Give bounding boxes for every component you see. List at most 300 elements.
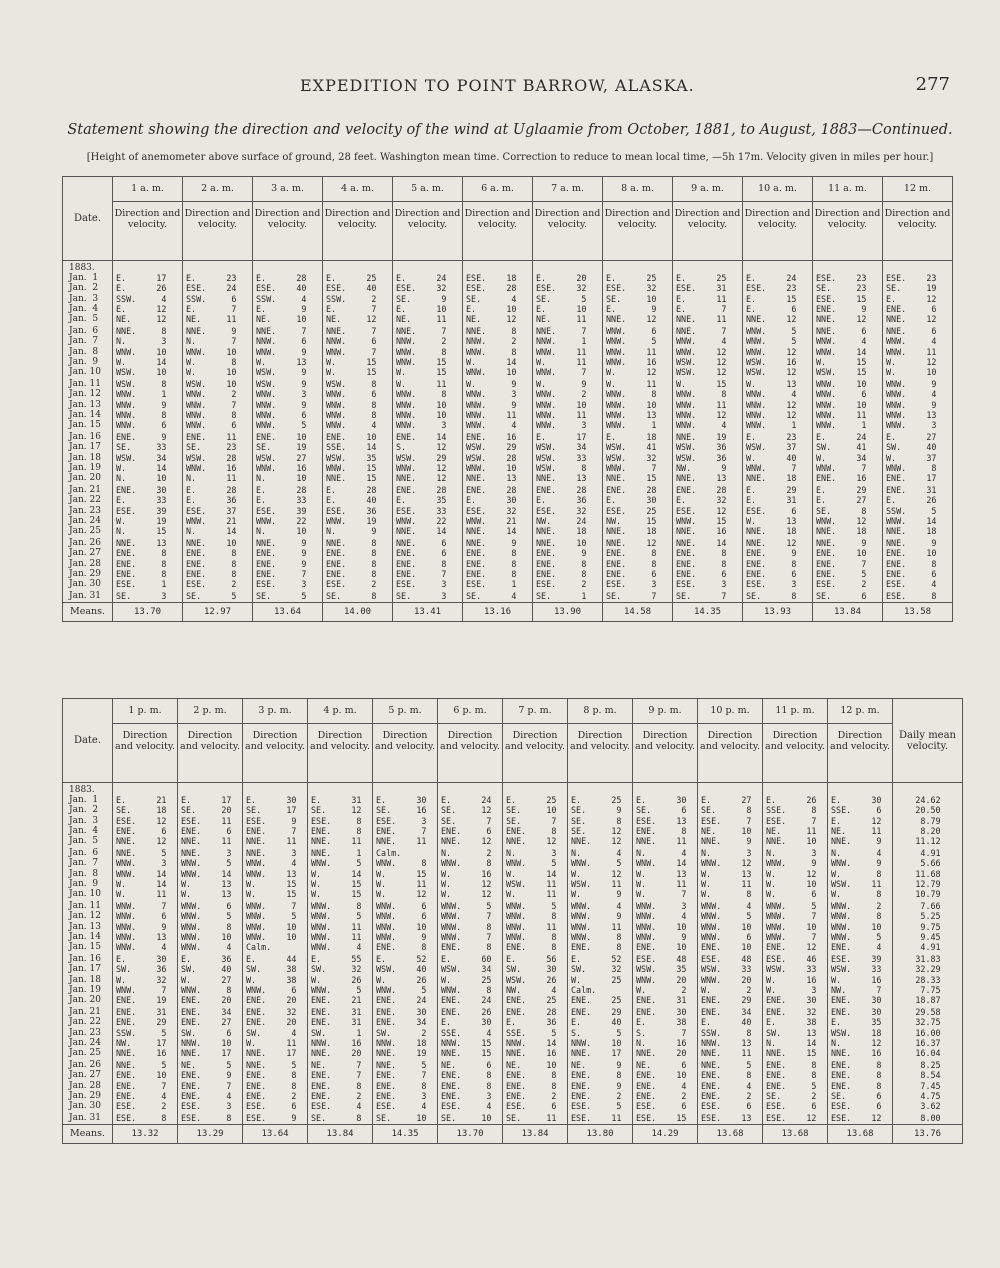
- means-value: 13.64: [253, 602, 323, 621]
- wind-value: ENE. 30 E. 38 S. 7 N. 16 NNE. 20: [636, 1007, 687, 1059]
- wind-value: WNW. 5 WNW. 5 WNW. 12 WSW. 16 WSW. 12: [746, 326, 797, 378]
- means-value: 14.00: [323, 602, 393, 621]
- wind-cell: [533, 430, 603, 483]
- wind-cell: [323, 430, 393, 483]
- wind-cell: [113, 846, 178, 899]
- direction-velocity-header: Direction and velocity.: [113, 202, 183, 261]
- wind-cell: [253, 536, 323, 589]
- wind-value: NNE. 6 WNW. 4 WNW. 11 W. 12 W. 10: [886, 326, 937, 378]
- table-row: [63, 536, 953, 589]
- daily-mean-cell: [893, 1111, 963, 1124]
- date-label: Jan. 26 Jan. 27 Jan. 28 Jan. 29 Jan. 30: [69, 1060, 101, 1112]
- means-value: 13.84: [813, 602, 883, 621]
- wind-value: SE. 1: [536, 591, 587, 602]
- wind-cell: [883, 589, 953, 602]
- direction-velocity-header: Direction and velocity.: [373, 724, 438, 783]
- wind-cell: [113, 377, 183, 430]
- wind-cell: [373, 952, 438, 1005]
- wind-value: N. 4 WNW. 14 W. 13 W. 11 W. 7: [636, 848, 687, 900]
- wind-cell: [743, 589, 813, 602]
- wind-value: WNW. 5 WNW. 8 WNW. 11 WNW. 8 ENE. 8: [506, 901, 557, 953]
- daily-mean-cell: [893, 899, 963, 952]
- wind-value: E. 24 ESE. 32 SE. 9 E. 10 NE. 11: [396, 273, 447, 325]
- wind-value: ESE. 18 ESE. 28 SE. 4 E. 10 NE. 12: [466, 273, 517, 325]
- wind-value: ESE. 12: [831, 1113, 882, 1124]
- hour-header: 3 p. m.: [243, 699, 308, 724]
- wind-cell: [673, 483, 743, 536]
- wind-cell: [183, 261, 253, 325]
- wind-value: E. 28 E. 33 ESE. 39 WNW. 22 N. 10: [256, 485, 307, 537]
- wind-cell: [323, 324, 393, 377]
- hour-header: 8 p. m.: [568, 699, 633, 724]
- wind-cell: [633, 1005, 698, 1058]
- wind-cell: [178, 1058, 243, 1111]
- wind-cell: [698, 783, 763, 847]
- wind-value: NNE. 7 NNW. 6 WNW. 7 W. 15 W. 15: [326, 326, 377, 378]
- wind-value: W. 15 WNW. 8 WNW. 11 WNW. 12 WNW. 4: [676, 379, 727, 431]
- wind-cell: [568, 783, 633, 847]
- wind-cell: [438, 783, 503, 847]
- means-value: 13.32: [113, 1124, 178, 1143]
- means-label: Means.: [63, 1124, 113, 1143]
- means-value: 13.68: [763, 1124, 828, 1143]
- table-row: [63, 377, 953, 430]
- wind-cell: [763, 1111, 828, 1124]
- wind-value: ESE. 23 SE. 23 ESE. 15 ENE. 9 NNE. 12: [816, 273, 867, 325]
- wind-value: ENE. 10 SSE. 14 WSW. 35 WNW. 15 NNE. 15: [326, 432, 377, 484]
- wind-value: E. 25 ESE. 40 SSW. 2 E. 7 NE. 12: [326, 273, 377, 325]
- wind-cell: [438, 1005, 503, 1058]
- wind-cell: [183, 430, 253, 483]
- wind-value: ENE. 28 E. 36 SSE. 5 NNW. 14 NNE. 16: [506, 1007, 557, 1059]
- wind-cell: [438, 1058, 503, 1111]
- hour-header: 10 p. m.: [698, 699, 763, 724]
- date-label: 1883. Jan. 1 Jan. 2 Jan. 3 Jan. 4 Jan. 5: [69, 263, 99, 325]
- means-row: [63, 602, 953, 621]
- wind-cell: [373, 783, 438, 847]
- wind-cell: [308, 846, 373, 899]
- wind-value: SE. 8: [746, 591, 797, 602]
- table-row: [63, 430, 953, 483]
- wind-value: E. 23 ESE. 24 SSW. 6 E. 7 NE. 11: [186, 273, 237, 325]
- date-cell: [63, 377, 113, 430]
- wind-value: E. 31 SE. 12 ESE. 8 ENE. 8 NNE. 11: [311, 795, 362, 847]
- wind-cell: [698, 899, 763, 952]
- wind-cell: [113, 430, 183, 483]
- wind-value: NNE. 9 ENE. 8 ENE. 8 ENE. 8 ESE. 1: [466, 538, 517, 590]
- wind-cell: [698, 952, 763, 1005]
- wind-cell: [308, 783, 373, 847]
- daily-mean-value: 31.83 32.29 28.33 7.75 18.87: [915, 954, 941, 1006]
- wind-cell: [243, 1005, 308, 1058]
- hour-header: 5 p. m.: [373, 699, 438, 724]
- wind-value: E. 24 ESE. 23 E. 15 E. 6 NNE. 12: [746, 273, 797, 325]
- wind-cell: [503, 1058, 568, 1111]
- wind-cell: [698, 1058, 763, 1111]
- wind-cell: [673, 324, 743, 377]
- wind-value: ENE. 32 ENE. 20 SW. 4 W. 11 NNE. 17: [246, 1007, 297, 1059]
- direction-velocity-header: Direction and velocity.: [503, 724, 568, 783]
- wind-value: SE. 8: [326, 591, 377, 602]
- wind-cell: [503, 952, 568, 1005]
- wind-value: SE. 10: [441, 1113, 492, 1124]
- hour-header: 6 a. m.: [463, 177, 533, 202]
- wind-value: NE. 10 ENE. 8 ENE. 8 ENE. 2 ESE. 6: [506, 1060, 557, 1112]
- means-value: 12.97: [183, 602, 253, 621]
- wind-cell: [253, 430, 323, 483]
- wind-cell: [113, 261, 183, 325]
- pm-wind-table: [62, 698, 963, 1144]
- wind-value: E. 25 ESE. 32 SE. 10 E. 9 NNE. 12: [606, 273, 657, 325]
- date-header: Date.: [63, 699, 113, 783]
- wind-value: ESE. 11: [571, 1113, 622, 1124]
- wind-cell: [603, 589, 673, 602]
- wind-value: ENE. 26 E. 30 SSE. 4 NNW. 15 NNE. 15: [441, 1007, 492, 1059]
- means-value: 13.84: [503, 1124, 568, 1143]
- wind-cell: [308, 1058, 373, 1111]
- wind-cell: [673, 430, 743, 483]
- wind-value: ENE. 34 E. 40 SSW. 8 NNW. 13 NNE. 11: [701, 1007, 752, 1059]
- wind-value: WNW. 5 WNW. 7 WNW. 8 WNW. 7 ENE. 8: [441, 901, 492, 953]
- wind-value: SE. 3: [396, 591, 447, 602]
- wind-cell: [633, 952, 698, 1005]
- wind-cell: [763, 952, 828, 1005]
- wind-value: W. 13 WNW. 4 WNW. 12 WNW. 12 WNW. 1: [746, 379, 797, 431]
- means-value: 13.64: [243, 1124, 308, 1143]
- direction-velocity-header: Direction and velocity.: [828, 724, 893, 783]
- wind-cell: [438, 899, 503, 952]
- wind-cell: [828, 899, 893, 952]
- wind-value: NE. 6 ENE. 10 ENE. 4 ENE. 2 ESE. 6: [636, 1060, 687, 1112]
- wind-cell: [463, 324, 533, 377]
- wind-cell: [438, 846, 503, 899]
- wind-value: E. 26 SSE. 8 ESE. 7 NE. 11 NNE. 10: [766, 795, 817, 847]
- wind-cell: [673, 589, 743, 602]
- wind-value: ESE. 8: [116, 1113, 167, 1124]
- date-cell: [63, 899, 113, 952]
- date-label: Jan. 6 Jan. 7 Jan. 8 Jan. 9 Jan. 10: [69, 326, 101, 378]
- wind-value: SE. 5: [186, 591, 237, 602]
- wind-cell: [568, 952, 633, 1005]
- wind-value: SE. 7: [676, 591, 727, 602]
- direction-velocity-header: Direction and velocity.: [883, 202, 953, 261]
- wind-cell: [183, 483, 253, 536]
- direction-velocity-header: Direction and velocity.: [393, 202, 463, 261]
- wind-cell: [438, 952, 503, 1005]
- wind-value: NNE. 1 WNW. 5 W. 14 W. 15 W. 15: [311, 848, 362, 900]
- wind-value: E. 25 ESE. 31 E. 11 E. 7 NNE. 11: [676, 273, 727, 325]
- wind-value: E. 24 SW. 41 W. 34 WNW. 7 ENE. 16: [816, 432, 867, 484]
- daily-mean-value: 8.00: [915, 1113, 941, 1124]
- wind-cell: [503, 783, 568, 847]
- wind-cell: [323, 377, 393, 430]
- date-cell: [63, 483, 113, 536]
- wind-cell: [308, 1005, 373, 1058]
- wind-value: E. 52 SW. 32 W. 25 Calm. ENE. 25: [571, 954, 622, 1006]
- direction-velocity-header: Direction and velocity.: [698, 724, 763, 783]
- wind-cell: [673, 536, 743, 589]
- wind-value: ENE. 28 E. 32 ESE. 12 WNW. 15 NNE. 16: [676, 485, 727, 537]
- wind-cell: [603, 536, 673, 589]
- daily-mean-cell: [893, 1058, 963, 1111]
- wind-cell: [243, 846, 308, 899]
- wind-cell: [243, 899, 308, 952]
- direction-velocity-header: Direction and velocity.: [673, 202, 743, 261]
- hour-header: 11 a. m.: [813, 177, 883, 202]
- wind-cell: [633, 783, 698, 847]
- wind-value: NE. 5 ENE. 9 ENE. 7 ENE. 4 ESE. 3: [181, 1060, 232, 1112]
- daily-mean-value: 8.25 8.54 7.45 4.75 3.62: [920, 1060, 941, 1112]
- wind-cell: [503, 846, 568, 899]
- wind-cell: [393, 261, 463, 325]
- wind-cell: [393, 589, 463, 602]
- table-row: [63, 952, 963, 1005]
- wind-value: N. 2 WNW. 8 W. 16 W. 12 W. 12: [441, 848, 492, 900]
- wind-value: ESE. 9: [246, 1113, 297, 1124]
- wind-value: WNW. 3 WNW. 4 WNW. 10 WNW. 9 ENE. 10: [636, 901, 687, 953]
- wind-cell: [463, 430, 533, 483]
- wind-value: E. 24 SE. 12 SE. 7 ENE. 6 NNE. 12: [441, 795, 492, 847]
- wind-value: ESE. 39 WSW. 33 W. 16 NW. 7 ENE. 30: [831, 954, 882, 1006]
- wind-value: ENE. 14 S. 12 WSW. 29 WNW. 12 NNE. 12: [396, 432, 447, 484]
- wind-value: NNE. 12 ENE. 8 ENE. 8 ENE. 6 ESE. 3: [606, 538, 657, 590]
- wind-value: W. 9 WNW. 3 WNW. 9 WNW. 11 WNW. 4: [466, 379, 517, 431]
- means-value: 13.41: [393, 602, 463, 621]
- wind-cell: [373, 1005, 438, 1058]
- wind-value: E. 60 WSW. 34 W. 25 WNW. 8 ENE. 24: [441, 954, 492, 1006]
- date-cell: [63, 261, 113, 325]
- daily-mean-cell: [893, 846, 963, 899]
- wind-cell: [743, 430, 813, 483]
- wind-cell: [568, 1111, 633, 1124]
- date-cell: [63, 324, 113, 377]
- table-row: [63, 589, 953, 602]
- wind-cell: [183, 536, 253, 589]
- daily-mean-value: 24.62 20.50 8.79 8.20 11.12: [915, 795, 941, 847]
- table-caption: Statement showing the direction and velocity of the wind at Uglaamie from October, 1881, to August, 1883—Continued.: [67, 122, 953, 138]
- wind-value: SE. 3: [116, 591, 167, 602]
- wind-value: ESE. 46 WSW. 33 W. 16 W. 3 ENE. 30: [766, 954, 817, 1006]
- date-label: Jan. 16 Jan. 17 Jan. 18 Jan. 19 Jan. 20: [69, 954, 101, 1006]
- means-value: 13.90: [533, 602, 603, 621]
- wind-cell: [183, 377, 253, 430]
- wind-value: E. 29 E. 27 SE. 8 WNW. 12 NNE. 18: [816, 485, 867, 537]
- direction-velocity-header: Direction and velocity.: [813, 202, 883, 261]
- direction-velocity-header: Direction and velocity.: [763, 724, 828, 783]
- date-label: Jan. 21 Jan. 22 Jan. 23 Jan. 24 Jan. 25: [69, 1007, 101, 1059]
- wind-cell: [113, 1111, 178, 1124]
- wind-value: ENE. 30 E. 35 WSW. 18 N. 12 NNE. 16: [831, 1007, 882, 1059]
- daily-mean-cell: [893, 952, 963, 1005]
- wind-value: SE. 7: [606, 591, 657, 602]
- wind-cell: [828, 1111, 893, 1124]
- date-label: Jan. 26 Jan. 27 Jan. 28 Jan. 29 Jan. 30: [69, 538, 101, 590]
- wind-value: ENE. 28 E. 35 ESE. 33 WNW. 22 NNE. 14: [396, 485, 447, 537]
- wind-value: WNW. 7 WNW. 6 WNW. 9 WNW. 13 WNW. 4: [116, 901, 167, 953]
- wind-cell: [813, 589, 883, 602]
- wind-cell: [113, 1058, 178, 1111]
- wind-cell: [438, 1111, 503, 1124]
- direction-velocity-header: Direction and velocity.: [323, 202, 393, 261]
- hour-header: 1 p. m.: [113, 699, 178, 724]
- wind-value: WNW. 6 WNW. 5 WNW. 11 WNW. 16 W. 12: [606, 326, 657, 378]
- wind-cell: [178, 899, 243, 952]
- wind-value: E. 21 SE. 18 ESE. 12 ENE. 6 NNE. 12: [116, 795, 167, 847]
- hour-header: 12 p. m.: [828, 699, 893, 724]
- direction-velocity-header: Direction and velocity.: [183, 202, 253, 261]
- wind-value: SE. 4: [466, 591, 517, 602]
- wind-value: NE. 6 ENE. 8 ENE. 8 ENE. 3 ESE. 4: [441, 1060, 492, 1112]
- direction-velocity-header: Direction and velocity.: [243, 724, 308, 783]
- wind-value: E. 30 SW. 36 W. 32 WNW. 7 ENE. 19: [116, 954, 167, 1006]
- wind-value: WNW. 10 WNW. 6 WNW. 10 WNW. 11 WNW. 1: [816, 379, 867, 431]
- wind-cell: [308, 1111, 373, 1124]
- wind-value: SE. 10: [376, 1113, 427, 1124]
- date-cell: [63, 1058, 113, 1111]
- wind-cell: [698, 1111, 763, 1124]
- wind-value: NNE. 3 WNW. 5 WNW. 14 W. 13 W. 13: [181, 848, 232, 900]
- wind-value: ENE. 30 ENE. 34 SW. 2 NNW. 18 NNE. 19: [376, 1007, 427, 1059]
- date-label: Jan. 11 Jan. 12 Jan. 13 Jan. 14 Jan. 15: [69, 379, 101, 431]
- table-row: [63, 324, 953, 377]
- wind-cell: [323, 536, 393, 589]
- wind-value: WSW. 8 WNW. 1 WNW. 9 WNW. 8 WNW. 6: [116, 379, 167, 431]
- hour-header: 9 p. m.: [633, 699, 698, 724]
- date-label: 1883. Jan. 1 Jan. 2 Jan. 3 Jan. 4 Jan. 5: [69, 785, 99, 847]
- hour-header: 9 a. m.: [673, 177, 743, 202]
- wind-value: E. 18 WSW. 41 WSW. 32 WNW. 7 NNE. 15: [606, 432, 657, 484]
- means-value: 13.16: [463, 602, 533, 621]
- wind-value: E. 36 SW. 40 W. 27 WNW. 8 ENE. 20: [181, 954, 232, 1006]
- wind-value: ENE. 29 E. 40 S. 5 NNW. 10 NNE. 17: [571, 1007, 622, 1059]
- wind-cell: [533, 324, 603, 377]
- wind-value: ENE. 31 E. 26 SSW. 5 WNW. 14 NNE. 18: [886, 485, 937, 537]
- wind-cell: [743, 536, 813, 589]
- wind-value: N. 4 WNW. 9 W. 8 WSW. 11 W. 8: [831, 848, 882, 900]
- wind-cell: [373, 1058, 438, 1111]
- wind-cell: [813, 430, 883, 483]
- wind-cell: [883, 483, 953, 536]
- means-value: 14.58: [603, 602, 673, 621]
- daily-mean-cell: [893, 1005, 963, 1058]
- direction-velocity-header: Direction and velocity.: [308, 724, 373, 783]
- wind-value: Calm. WNW. 8 W. 15 W. 11 W. 12: [376, 848, 427, 900]
- wind-value: E. 30 SE. 6 ESE. 13 ENE. 8 NNE. 11: [636, 795, 687, 847]
- wind-cell: [503, 1111, 568, 1124]
- means-value: 13.80: [568, 1124, 633, 1143]
- wind-value: NNE. 7 NNW. 6 WNW. 9 W. 13 WSW. 9: [256, 326, 307, 378]
- table-row: [63, 1005, 963, 1058]
- wind-value: N. 4 WNW. 5 W. 12 WSW. 11 W. 9: [571, 848, 622, 900]
- wind-cell: [308, 952, 373, 1005]
- wind-value: ENE. 8 ENE. 8 ENE. 8 SE. 6 ESE. 6: [831, 1060, 882, 1112]
- wind-value: E. 52 WSW. 40 W. 26 WNW. 5 ENE. 24: [376, 954, 427, 1006]
- wind-value: E. 28 ESE. 40 SSW. 4 E. 9 NE. 10: [256, 273, 307, 325]
- table-row: [63, 899, 963, 952]
- wind-cell: [763, 846, 828, 899]
- direction-velocity-header: Direction and velocity.: [178, 724, 243, 783]
- wind-value: ESE. 8: [181, 1113, 232, 1124]
- wind-cell: [373, 1111, 438, 1124]
- wind-value: ENE. 28 E. 30 ESE. 25 NW. 15 NNE. 18: [606, 485, 657, 537]
- wind-cell: [393, 324, 463, 377]
- wind-cell: [243, 1058, 308, 1111]
- wind-value: WNW. 4 WNW. 5 WNW. 10 WNW. 6 ENE. 10: [701, 901, 752, 953]
- wind-value: E. 27 SW. 40 W. 37 WNW. 8 ENE. 17: [886, 432, 937, 484]
- wind-cell: [813, 536, 883, 589]
- wind-cell: [113, 952, 178, 1005]
- wind-value: E. 55 SW. 32 W. 26 WNW. 5 ENE. 21: [311, 954, 362, 1006]
- wind-cell: [253, 261, 323, 325]
- means-value: 13.93: [743, 602, 813, 621]
- wind-value: NNE. 7 NNW. 1 WNW. 11 W. 11 WNW. 7: [536, 326, 587, 378]
- wind-value: E. 28 E. 40 ESE. 36 WNW. 19 N. 9: [326, 485, 377, 537]
- wind-value: ESE. 12: [766, 1113, 817, 1124]
- date-cell: [63, 1005, 113, 1058]
- wind-value: N. 3 WNW. 5 W. 14 WSW. 11 W. 11: [506, 848, 557, 900]
- hour-header: 1 a. m.: [113, 177, 183, 202]
- daily-mean-mean: 13.76: [893, 1124, 963, 1143]
- wind-cell: [883, 261, 953, 325]
- wind-value: WNW. 6 WNW. 5 WNW. 8 WNW. 10 WNW. 4: [181, 901, 232, 953]
- table-row: [63, 783, 963, 847]
- wind-cell: [178, 783, 243, 847]
- wind-cell: [113, 1005, 178, 1058]
- wind-value: W. 11 WNW. 8 WNW. 10 WNW. 13 WNW. 1: [606, 379, 657, 431]
- wind-value: SE. 6: [816, 591, 867, 602]
- date-cell: [63, 846, 113, 899]
- means-value: 13.70: [438, 1124, 503, 1143]
- wind-value: NNE. 8 N. 3 WNW. 10 W. 14 WSW. 10: [116, 326, 167, 378]
- wind-value: E. 25 SE. 10 SE. 7 ENE. 8 NNE. 12: [506, 795, 557, 847]
- means-value: 14.29: [633, 1124, 698, 1143]
- date-cell: [63, 952, 113, 1005]
- wind-value: WNW. 7 WNW. 5 WNW. 10 WNW. 10 Calm.: [246, 901, 297, 953]
- wind-value: E. 25 SE. 9 SE. 8 SE. 12 NNE. 12: [571, 795, 622, 847]
- wind-value: E. 27 SE. 8 ESE. 7 NE. 10 NNE. 9: [701, 795, 752, 847]
- wind-cell: [243, 952, 308, 1005]
- hour-header: 7 p. m.: [503, 699, 568, 724]
- wind-cell: [743, 483, 813, 536]
- wind-cell: [183, 324, 253, 377]
- wind-value: WSW. 9 WNW. 3 WNW. 9 WNW. 6 WNW. 5: [256, 379, 307, 431]
- wind-cell: [373, 846, 438, 899]
- wind-cell: [393, 377, 463, 430]
- wind-cell: [743, 377, 813, 430]
- wind-value: E. 30 SE. 17 ESE. 9 ENE. 7 NNE. 11: [246, 795, 297, 847]
- table-row: [63, 483, 953, 536]
- wind-value: NNE. 7 WNW. 4 WNW. 12 WSW. 12 WSW. 12: [676, 326, 727, 378]
- hour-header: 7 a. m.: [533, 177, 603, 202]
- wind-value: NNE. 7 NNW. 2 WNW. 8 WNW. 15 W. 15: [396, 326, 447, 378]
- wind-value: W. 9 WNW. 2 WNW. 10 WNW. 11 WNW. 3: [536, 379, 587, 431]
- wind-cell: [568, 899, 633, 952]
- wind-cell: [828, 1058, 893, 1111]
- wind-value: WNW. 6 WNW. 6 WNW. 10 WNW. 9 ENE. 8: [376, 901, 427, 953]
- wind-cell: [828, 846, 893, 899]
- wind-value: N. 3 WNW. 9 W. 12 W. 10 W. 6: [766, 848, 817, 900]
- means-label: Means.: [63, 602, 113, 621]
- wind-value: E. 17 E. 26 SSW. 4 E. 12 NE. 12: [116, 273, 167, 325]
- wind-cell: [813, 483, 883, 536]
- wind-value: NNE. 14 ENE. 8 ENE. 8 ENE. 6 ESE. 3: [676, 538, 727, 590]
- wind-value: NNE. 5 ENE. 8 ENE. 4 ENE. 2 ESE. 6: [701, 1060, 752, 1112]
- date-label: Jan. 6 Jan. 7 Jan. 8 Jan. 9 Jan. 10: [69, 848, 101, 900]
- wind-value: NNE. 5 WNW. 3 WNW. 14 W. 14 W. 11: [116, 848, 167, 900]
- wind-value: WNW. 8 WNW. 5 WNW. 11 WNW. 11 WNW. 4: [311, 901, 362, 953]
- wind-cell: [533, 377, 603, 430]
- wind-cell: [178, 846, 243, 899]
